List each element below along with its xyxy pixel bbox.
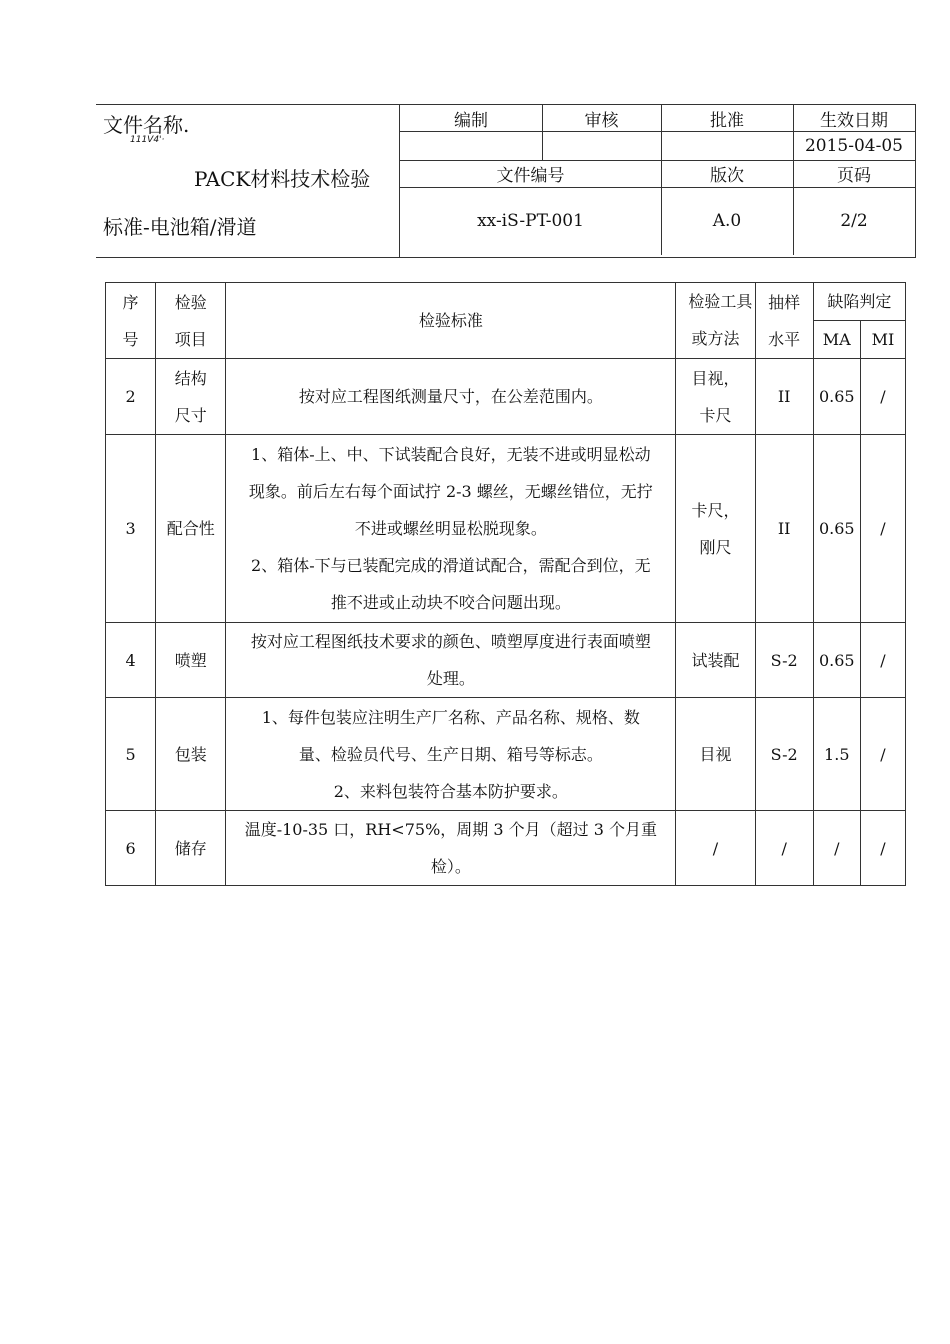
approval-grid <box>399 105 916 257</box>
row-tool: / <box>676 811 755 886</box>
col-header-no: 序 号 <box>106 283 156 359</box>
row-standard: 1、箱体-上、中、下试装配合良好，无装不进或明显松动 现象。前后左右每个面试拧 2-3 螺丝，无螺丝错位，无拧 不进或螺丝明显松脱现象。 2、箱体-下与已装配完成的滑道试配合，需配合到位，无 推不进或止动块不咬合问题出现。 <box>226 435 676 623</box>
row-item: 配合性 <box>156 435 226 623</box>
row-mi: / <box>860 359 905 435</box>
document-title-line2: 标准-电池箱/滑道 <box>103 215 257 239</box>
row-item: 结构 尺寸 <box>156 359 226 435</box>
row-ma: 1.5 <box>813 698 860 811</box>
row-item: 储存 <box>156 811 226 886</box>
row-tool: 目视 <box>676 698 755 811</box>
row-ma: 0.65 <box>813 623 860 698</box>
row-level: II <box>755 359 813 435</box>
row-tool: 目视， 卡尺 <box>676 359 755 435</box>
version-value: A.0 <box>712 211 742 231</box>
page-label: 页码 <box>837 166 871 186</box>
row-tool: 卡尺， 刚尺 <box>676 435 755 623</box>
col-header-defect: 缺陷判定 <box>813 283 905 321</box>
row-mi: / <box>860 623 905 698</box>
col-header-sampling-level: 抽样 水平 <box>755 283 813 359</box>
row-ma: 0.65 <box>813 435 860 623</box>
row-standard: 温度-10-35 口，RH<75%，周期 3 个月（超过 3 个月重 检）。 <box>226 811 676 886</box>
row-ma: 0.65 <box>813 359 860 435</box>
table-row <box>106 435 906 623</box>
review-label: 审核 <box>584 111 619 131</box>
col-header-item: 检验 项目 <box>156 283 226 359</box>
row-no: 4 <box>106 623 156 698</box>
handwritten-mark: 111V4'· <box>130 135 165 145</box>
document-title-line1: PACK材料技术检验 <box>194 167 371 191</box>
row-no: 3 <box>106 435 156 623</box>
row-no: 6 <box>106 811 156 886</box>
version-label: 版次 <box>710 166 744 186</box>
compile-label: 编制 <box>454 111 488 131</box>
doc-no-label: 文件编号 <box>496 166 565 186</box>
row-standard: 1、每件包装应注明生产厂名称、产品名称、规格、数 量、检验员代号、生产日期、箱号等标志。 2、来料包装符合基本防护要求。 <box>226 698 676 811</box>
file-name-label: 文件名称. <box>103 113 190 137</box>
row-level: II <box>755 435 813 623</box>
col-header-mi: MI <box>860 321 905 359</box>
inspection-table <box>105 282 906 886</box>
table-row <box>106 359 906 435</box>
row-mi: / <box>860 811 905 886</box>
effective-date-label: 生效日期 <box>820 111 888 131</box>
row-level: / <box>755 811 813 886</box>
row-ma: / <box>813 811 860 886</box>
row-standard: 按对应工程图纸技术要求的颜色、喷塑厚度进行表面喷塑 处理。 <box>226 623 676 698</box>
table-row <box>106 811 906 886</box>
document-header <box>96 104 916 258</box>
approve-label: 批准 <box>710 111 744 131</box>
row-no: 2 <box>106 359 156 435</box>
row-item: 包装 <box>156 698 226 811</box>
page-value: 2/2 <box>840 211 868 231</box>
table-row <box>106 698 906 811</box>
table-row <box>106 623 906 698</box>
row-mi: / <box>860 698 905 811</box>
row-item: 喷塑 <box>156 623 226 698</box>
effective-date-value: 2015-04-05 <box>804 136 903 156</box>
row-level: S-2 <box>755 623 813 698</box>
col-header-standard: 检验标准 <box>226 283 676 359</box>
row-tool: 试装配 <box>676 623 755 698</box>
col-header-ma: MA <box>813 321 860 359</box>
row-standard: 按对应工程图纸测量尺寸，在公差范围内。 <box>226 359 676 435</box>
col-header-tool: 检验工具 或方法 <box>676 283 755 359</box>
row-mi: / <box>860 435 905 623</box>
doc-no-value: xx-iS-PT-001 <box>477 211 584 231</box>
row-no: 5 <box>106 698 156 811</box>
row-level: S-2 <box>755 698 813 811</box>
document-name-area <box>96 105 400 257</box>
